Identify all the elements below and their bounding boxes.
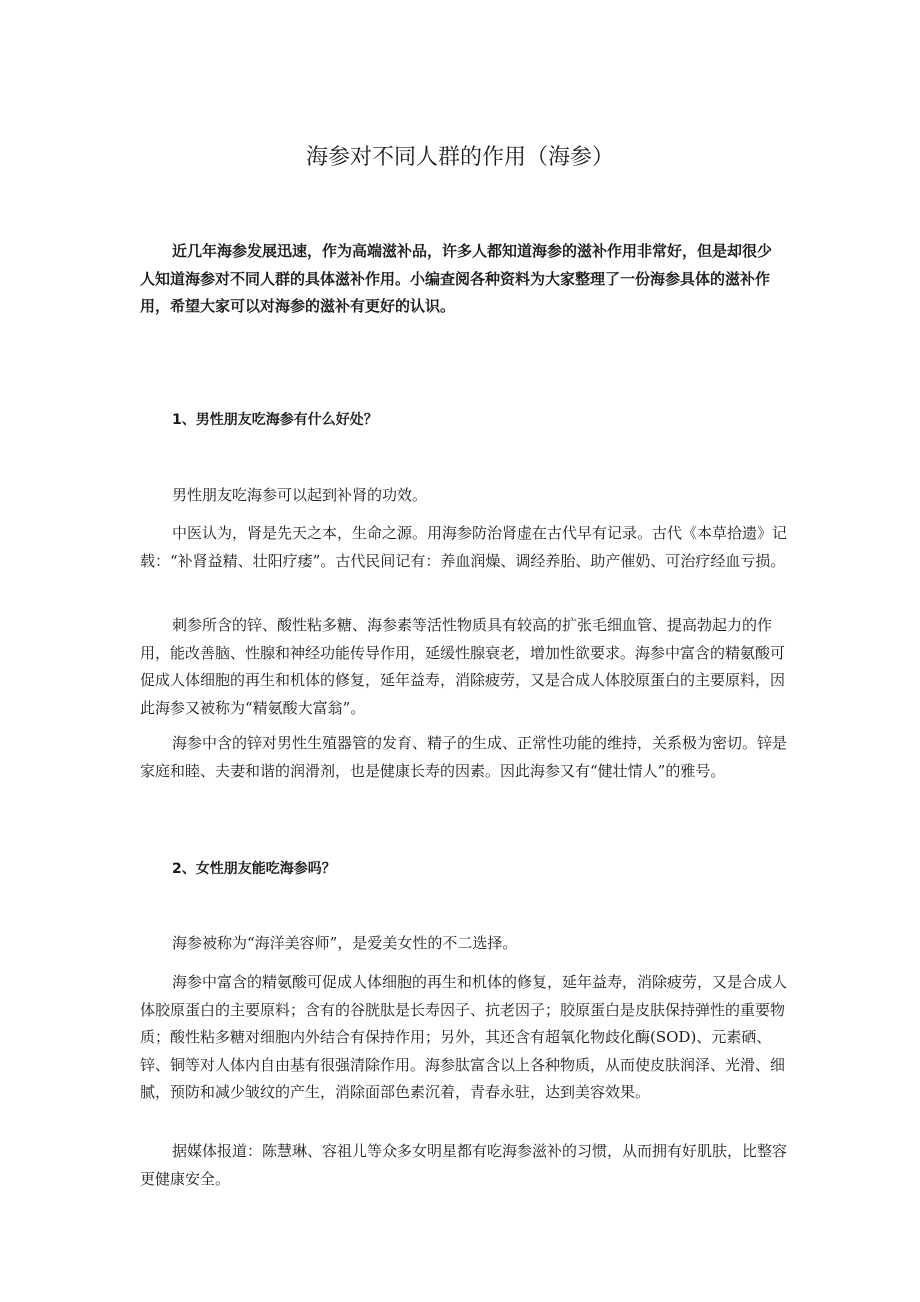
paragraph: 海参中含的锌对男性生殖器管的发育、精子的生成、正常性功能的维持，关系极为密切。锌是家庭和睦、夫妻和谐的润滑剂，也是健康长寿的因素。因此海参又有“健壮情人”的雅号。 xyxy=(140,734,788,780)
page-title: 海参对不同人群的作用（海参） xyxy=(305,145,614,170)
paragraph: 刺参所含的锌、酸性粘多糖、海参素等活性物质具有较高的扩张毛细血管、提高勃起力的作用，能改善脑、性腺和神经功能传导作用，延缓性腺衰老，增加性欲要求。海参中富含的精氨酸可促成人体细胞的再生和机体的修复，延年益寿，消除疲劳，又是合成人体胶原蛋白的主要原料，因此海参又被称为“精氨酸大富翁”。 xyxy=(140,616,786,717)
paragraph: 海参被称为“海洋美容师”，是爱美女性的不二选择。 xyxy=(172,934,518,952)
paragraph: 据媒体报道：陈慧琳、容祖儿等众多女明星都有吃海参滋补的习惯，从而拥有好肌肤，比整容更健康安全。 xyxy=(140,1142,788,1188)
paragraph: 男性朋友吃海参可以起到补肾的功效。 xyxy=(172,486,428,504)
section-heading-women: 2、女性朋友能吃海参吗？ xyxy=(172,861,336,877)
intro-paragraph: 近几年海参发展迅速，作为高端滋补品，许多人都知道海参的滋补作用非常好，但是却很少人知道海参对不同人群的具体滋补作用。小编查阅各种资料为大家整理了一份海参具体的滋补作用，希望大家可以对海参的滋补有更好的认识。 xyxy=(140,242,773,315)
section-heading-men: 1、男性朋友吃海参有什么好处？ xyxy=(172,412,378,428)
paragraph: 中医认为，肾是先天之本，生命之源。用海参防治肾虚在古代早有记录。古代《本草拾遗》记载：“补肾益精、壮阳疗痿”。古代民间记有：养血润燥、调经养胎、助产催奶、可治疗经血亏损。 xyxy=(140,524,788,570)
paragraph: 海参中富含的精氨酸可促成人体细胞的再生和机体的修复，延年益寿，消除疲劳，又是合成人体胶原蛋白的主要原料；含有的谷胱肽是长寿因子、抗老因子；胶原蛋白是皮肤保持弹性的重要物质；酸性粘多糖对细胞内外结合有保持作用；另外，其还含有超氧化物歧化酶(SOD)、元素硒、锌、铜等对人体内自由基有很强清除作用。海参肽富含以上各种物质，从而使皮肤润泽、光滑、细腻，预防和减少皱纹的产生，消除面部色素沉着，青春永驻，达到美容效果。 xyxy=(140,973,788,1102)
